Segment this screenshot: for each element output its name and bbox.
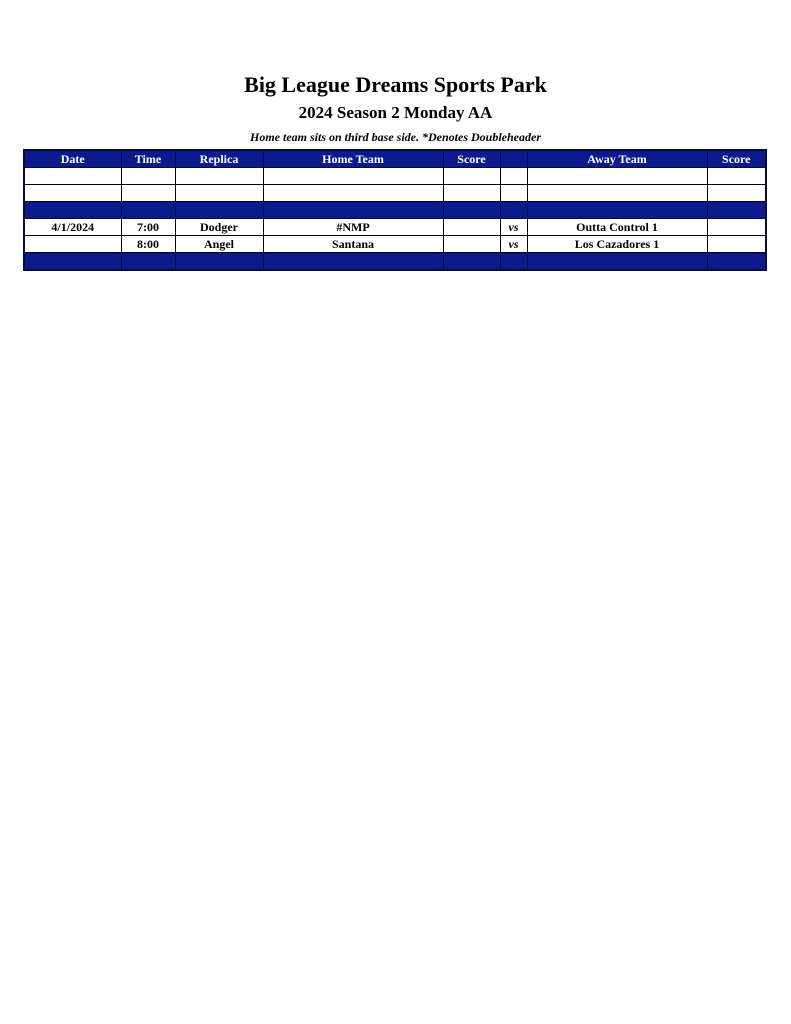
col-header-home-score: Score [443,150,500,168]
home-team: #NMP [263,219,443,236]
cell [121,253,175,271]
cell [527,253,707,271]
col-header-away-team: Away Team [527,150,707,168]
vs-label: vs [500,219,527,236]
col-header-vs [500,150,527,168]
cell [443,253,500,271]
home-score [443,236,500,253]
game-time: 7:00 [121,219,175,236]
blank-row [24,168,766,185]
cell [500,185,527,202]
away-team: Los Cazadores 1 [527,236,707,253]
cell [527,202,707,219]
vs-label: vs [500,236,527,253]
cell [175,253,263,271]
cell [707,185,766,202]
game-replica: Angel [175,236,263,253]
cell [263,253,443,271]
header-row [24,150,766,168]
col-header-time: Time [121,150,175,168]
cell [121,168,175,185]
cell [527,168,707,185]
cell [500,253,527,271]
cell [24,202,121,219]
cell [707,202,766,219]
cell [500,202,527,219]
cell [121,202,175,219]
cell [175,185,263,202]
cell [24,185,121,202]
cell [707,168,766,185]
page-title: Big League Dreams Sports Park [244,72,547,97]
schedule-note: Home team sits on third base side. *Denotes Doubleheader [250,130,541,144]
cell [175,202,263,219]
cell [263,202,443,219]
cell [707,253,766,271]
col-header-home-team: Home Team [263,150,443,168]
cell [527,185,707,202]
away-team: Outta Control 1 [527,219,707,236]
schedule-table [23,149,767,271]
home-score [443,219,500,236]
col-header-date: Date [24,150,121,168]
cell [24,253,121,271]
col-header-replica: Replica [175,150,263,168]
blank-row [24,185,766,202]
game-time: 8:00 [121,236,175,253]
cell [443,202,500,219]
divider-band [24,202,766,219]
cell [263,168,443,185]
cell [175,168,263,185]
game-date: 4/1/2024 [24,219,121,236]
game-replica: Dodger [175,219,263,236]
season-subtitle: 2024 Season 2 Monday AA [298,103,493,122]
cell [443,185,500,202]
col-header-away-score: Score [707,150,766,168]
home-team: Santana [263,236,443,253]
cell [443,168,500,185]
away-score [707,236,766,253]
game-date [24,236,121,253]
away-score [707,219,766,236]
table-row [24,236,766,253]
cell [263,185,443,202]
cell [500,168,527,185]
divider-band [24,253,766,271]
table-row [24,219,766,236]
cell [24,168,121,185]
cell [121,185,175,202]
